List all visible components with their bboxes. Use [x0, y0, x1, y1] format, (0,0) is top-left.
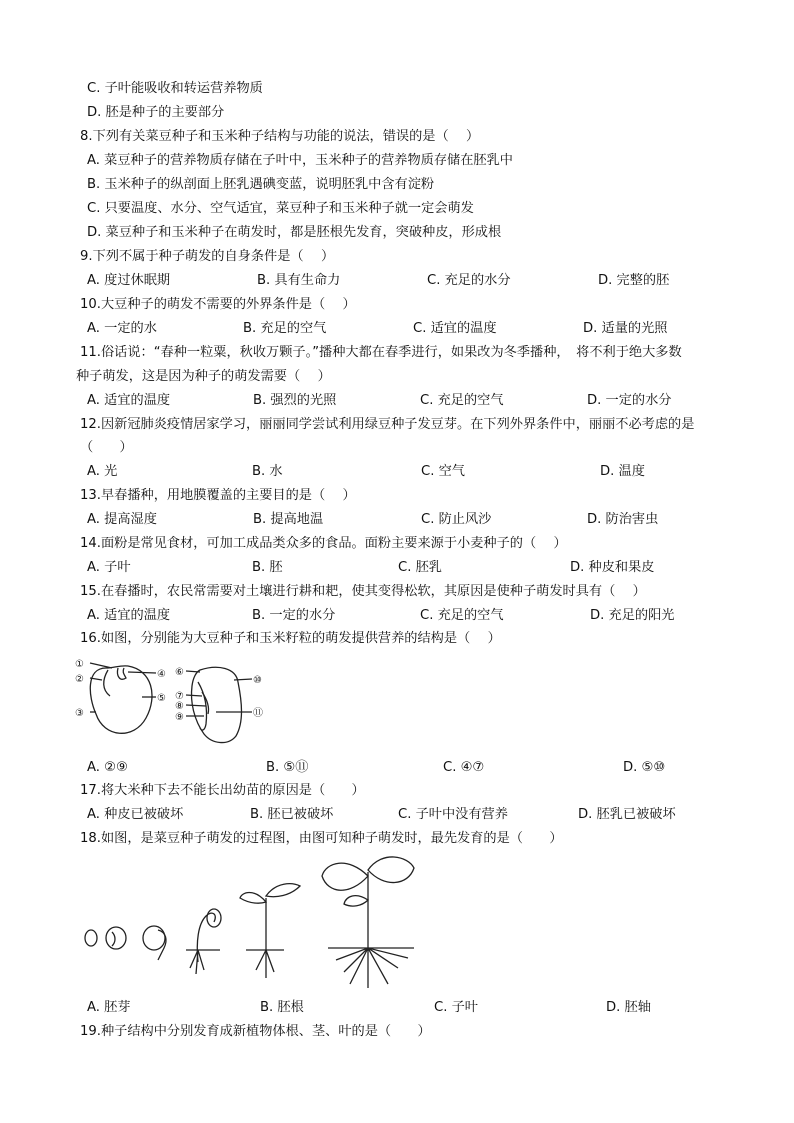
q16-option-a: A. ②⑨	[87, 760, 128, 775]
q16-option-b: B. ⑤⑪	[266, 760, 309, 775]
q17-option-a: A. 种皮已被破坏	[87, 807, 184, 822]
q18-stem: 18.如图，是菜豆种子萌发的过程图，由图可知种子萌发时，最先发育的是（ ）	[80, 831, 563, 846]
q14-option-b: B. 胚	[252, 560, 283, 575]
q17-stem: 17.将大米种下去不能长出幼苗的原因是（ ）	[80, 783, 365, 798]
q13-option-a: A. 提高湿度	[87, 512, 157, 527]
q10-option-d: D. 适量的光照	[583, 321, 668, 336]
bean-label-4: ④	[157, 669, 166, 680]
corn-label-10: ⑩	[253, 675, 262, 686]
q18-option-a: A. 胚芽	[87, 1000, 131, 1015]
bean-label-1: ①	[75, 659, 84, 670]
q9-option-c: C. 充足的水分	[427, 273, 511, 288]
q10-option-c: C. 适宜的温度	[413, 321, 497, 336]
q18-option-d: D. 胚轴	[606, 1000, 651, 1015]
q15-stem: 15.在春播时，农民常需要对土壤进行耕和耙，使其变得松软，其原因是使种子萌发时具有（ ）	[80, 584, 646, 599]
q17-option-d: D. 胚乳已被破坏	[578, 807, 676, 822]
q12-option-d: D. 温度	[600, 464, 645, 479]
corn-label-6: ⑥	[175, 667, 184, 678]
q14-option-d: D. 种皮和果皮	[570, 560, 655, 575]
corn-kernel-diagram	[172, 662, 272, 750]
corn-label-9: ⑨	[175, 712, 184, 723]
corn-label-7: ⑦	[175, 691, 184, 702]
q11-option-d: D. 一定的水分	[587, 393, 672, 408]
q19-stem: 19.种子结构中分别发育成新植物体根、茎、叶的是（ ）	[80, 1024, 431, 1039]
q14-stem: 14.面粉是常见食材，可加工成品类众多的食品。面粉主要来源于小麦种子的（ ）	[80, 536, 567, 551]
q18-option-c: C. 子叶	[434, 1000, 478, 1015]
q8-option-a: A. 菜豆种子的营养物质存储在子叶中，玉米种子的营养物质存储在胚乳中	[87, 153, 513, 168]
q10-option-b: B. 充足的空气	[243, 321, 327, 336]
q14-option-a: A. 子叶	[87, 560, 131, 575]
q9-option-d: D. 完整的胚	[598, 273, 670, 288]
q10-stem: 10.大豆种子的萌发不需要的外界条件是（ ）	[80, 297, 356, 312]
q10-option-a: A. 一定的水	[87, 321, 157, 336]
q11-option-b: B. 强烈的光照	[253, 393, 337, 408]
q8-option-c: C. 只要温度、水分、空气适宜，菜豆种子和玉米种子就一定会萌发	[87, 201, 474, 216]
bean-label-3: ③	[75, 708, 84, 719]
germination-sequence-diagram	[78, 852, 438, 992]
q15-option-b: B. 一定的水分	[252, 608, 336, 623]
q11-stem-line2: 种子萌发，这是因为种子的萌发需要（ ）	[76, 369, 331, 384]
q17-option-b: B. 胚已被破坏	[250, 807, 334, 822]
bean-seed-diagram	[72, 656, 172, 746]
q12-stem-line1: 12.因新冠肺炎疫情居家学习，丽丽同学尝试利用绿豆种子发豆芽。在下列外界条件中，丽丽不必考虑的是	[80, 417, 695, 432]
q9-stem: 9.下列不属于种子萌发的自身条件是（ ）	[80, 249, 335, 264]
q13-option-b: B. 提高地温	[253, 512, 324, 527]
q13-stem: 13.早春播种，用地膜覆盖的主要目的是（ ）	[80, 488, 356, 503]
q12-stem-line2: （ ）	[80, 440, 133, 455]
q11-option-a: A. 适宜的温度	[87, 393, 171, 408]
q16-option-c: C. ④⑦	[443, 760, 485, 775]
q15-option-d: D. 充足的阳光	[590, 608, 675, 623]
q13-option-c: C. 防止风沙	[421, 512, 492, 527]
q11-option-c: C. 充足的空气	[420, 393, 504, 408]
q11-stem-line1: 11.俗话说：“春种一粒粟，秋收万颗子。”播种大都在春季进行，如果改为冬季播种， 将不利于绝大多数	[80, 345, 682, 360]
bean-label-5: ⑤	[157, 693, 166, 704]
q9-option-a: A. 度过休眠期	[87, 273, 171, 288]
q16-option-d: D. ⑤⑩	[623, 760, 666, 775]
bean-label-2: ②	[75, 674, 84, 685]
q15-option-c: C. 充足的空气	[420, 608, 504, 623]
q16-stem: 16.如图，分别能为大豆种子和玉米籽粒的萌发提供营养的结构是（ ）	[80, 631, 501, 646]
q12-option-a: A. 光	[87, 464, 118, 479]
q7-option-c: C. 子叶能吸收和转运营养物质	[87, 81, 263, 96]
q9-option-b: B. 具有生命力	[257, 273, 341, 288]
corn-label-11: ⑪	[253, 708, 263, 719]
q12-option-b: B. 水	[252, 464, 283, 479]
corn-label-8: ⑧	[175, 701, 184, 712]
q8-option-b: B. 玉米种子的纵剖面上胚乳遇碘变蓝，说明胚乳中含有淀粉	[87, 177, 435, 192]
q13-option-d: D. 防治害虫	[587, 512, 659, 527]
q8-option-d: D. 菜豆种子和玉米种子在萌发时，都是胚根先发育，突破种皮，形成根	[87, 225, 502, 240]
q18-option-b: B. 胚根	[260, 1000, 304, 1015]
q8-stem: 8.下列有关菜豆种子和玉米种子结构与功能的说法，错误的是（ ）	[80, 129, 480, 144]
q14-option-c: C. 胚乳	[398, 560, 442, 575]
q12-option-c: C. 空气	[421, 464, 465, 479]
q7-option-d: D. 胚是种子的主要部分	[87, 105, 225, 120]
q15-option-a: A. 适宜的温度	[87, 608, 171, 623]
q17-option-c: C. 子叶中没有营养	[398, 807, 508, 822]
